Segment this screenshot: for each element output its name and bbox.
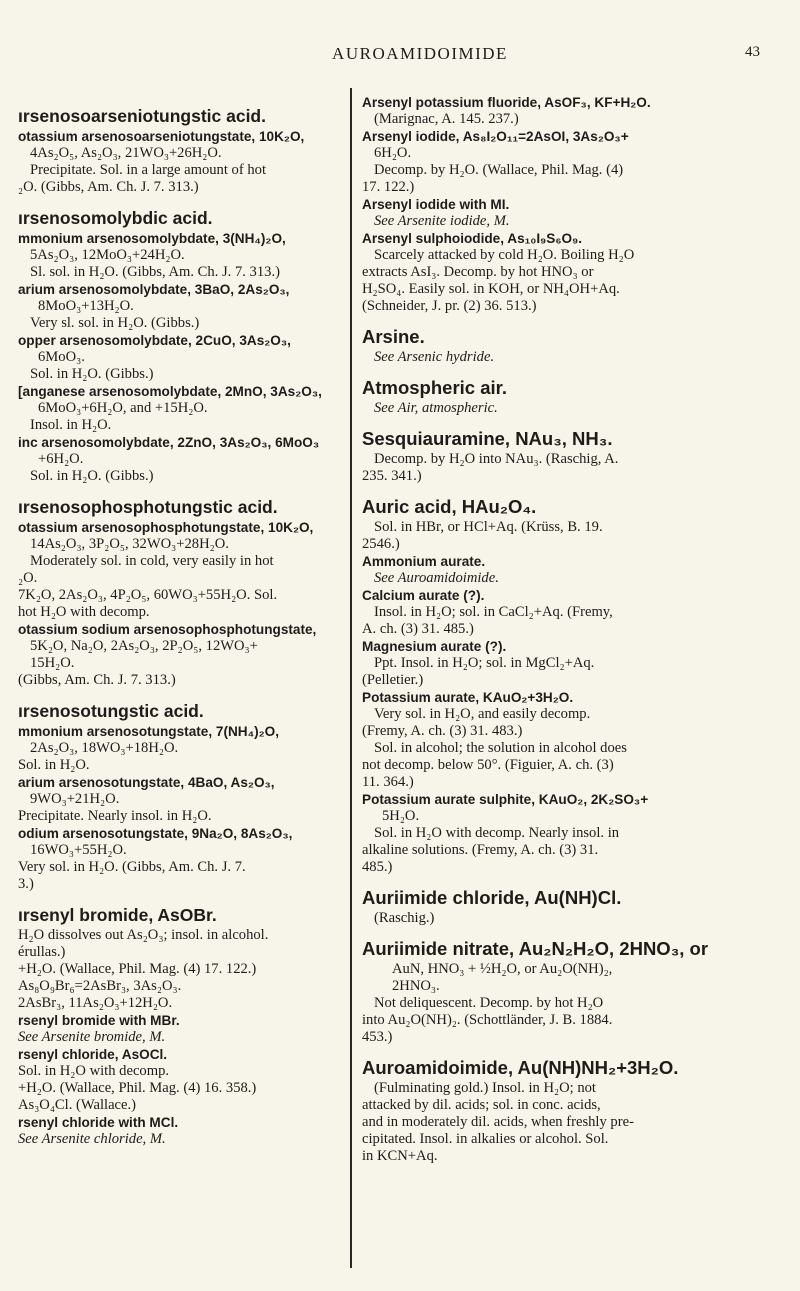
entry-text: (Gibbs, Am. Ch. J. 7. 313.) — [18, 672, 176, 688]
subentry-heading: Potassium aurate, KAuO₂+3H₂O. — [362, 690, 574, 705]
entry-text: 485.) — [362, 859, 393, 875]
subentry-heading: Arsenyl sulphoiodide, As₁₀I₉S₆O₉. — [362, 231, 583, 246]
entry-text: hot H₂O with decomp. — [18, 604, 150, 620]
entry-text: 6MoO₃. — [38, 349, 85, 365]
entry-text: érullas.) — [18, 944, 66, 960]
entry-text: Sol. in H₂O with decomp. — [18, 1063, 170, 1079]
entry-text: +6H₂O. — [38, 451, 84, 467]
right-column — [362, 94, 782, 1165]
entry-text: 6H₂O. — [374, 145, 412, 161]
entry-text: 235. 341.) — [362, 468, 422, 484]
subentry-heading: Calcium aurate (?). — [362, 588, 485, 603]
cross-reference: See Arsenite chloride, M. — [18, 1131, 166, 1147]
entry-text: Precipitate. Nearly insol. in H₂O. — [18, 808, 212, 824]
subentry-heading: otassium arsenosophosphotungstate, 10K₂O, — [18, 520, 314, 535]
entry-text: (Marignac, A. 145. 237.) — [374, 111, 519, 127]
entry-text: 16WO₃+55H₂O. — [30, 842, 127, 858]
subentry-heading: mmonium arsenosotungstate, 7(NH₄)₂O, — [18, 724, 280, 739]
entry-text: Ppt. Insol. in H₂O; sol. in MgCl₂+Aq. — [374, 655, 595, 671]
subentry-heading: Potassium aurate sulphite, KAuO₂, 2K₂SO₃+ — [362, 792, 649, 807]
entry-text: 9WO₃+21H₂O. — [30, 791, 120, 807]
entry-text: 11. 364.) — [362, 774, 414, 790]
page-header — [0, 44, 800, 70]
entry-text: (Fremy, A. ch. (3) 31. 483.) — [362, 723, 523, 739]
subentry-heading: rsenyl bromide with MBr. — [18, 1013, 180, 1028]
entry-heading: ırsenosophosphotungstic acid. — [18, 497, 278, 517]
entry-text: Sol. in H₂O with decomp. Nearly insol. in — [374, 825, 620, 841]
subentry-heading: inc arsenosomolybdate, 2ZnO, 3As₂O₃, 6MoO₃ — [18, 435, 320, 450]
subentry-heading: Arsenyl iodide with MI. — [362, 197, 510, 212]
entry-text: 2As₂O₃, 18WO₃+18H₂O. — [30, 740, 179, 756]
entry-text: 8MoO₃+13H₂O. — [38, 298, 134, 314]
entry-text: 5As₂O₃, 12MoO₃+24H₂O. — [30, 247, 185, 263]
entry-heading: Arsine. — [362, 326, 425, 347]
subentry-heading: Arsenyl iodide, As₈I₂O₁₁=2AsOI, 3As₂O₃+ — [362, 129, 629, 144]
entry-text: As₃O₄Cl. (Wallace.) — [18, 1097, 137, 1113]
entry-text: 2546.) — [362, 536, 400, 552]
subentry-heading: arium arsenosotungstate, 4BaO, As₂O₃, — [18, 775, 275, 790]
entry-heading: ırsenyl bromide, AsOBr. — [18, 905, 217, 925]
cross-reference: See Arsenic hydride. — [374, 349, 495, 365]
cross-reference: See Auroamidoimide. — [374, 570, 499, 586]
entry-text: Sol. in H₂O. (Gibbs.) — [30, 366, 154, 382]
entry-text: extracts AsI₃. Decomp. by hot HNO₃ or — [362, 264, 594, 280]
entry-heading: Auriimide nitrate, Au₂N₂H₂O, 2HNO₃, or — [362, 938, 709, 959]
running-title: AUROAMIDOIMIDE — [332, 44, 508, 63]
cross-reference: See Arsenite iodide, M. — [374, 213, 510, 229]
entry-text: Insol. in H₂O. — [30, 417, 112, 433]
entry-text: 6MoO₃+6H₂O, and +15H₂O. — [38, 400, 208, 416]
subentry-heading: opper arsenosomolybdate, 2CuO, 3As₂O₃, — [18, 333, 291, 348]
entry-text: H₂SO₄. Easily sol. in KOH, or NH₄OH+Aq. — [362, 281, 620, 297]
entry-text: (Fulminating gold.) Insol. in H₂O; not — [374, 1080, 596, 1096]
entry-text: 2HNO₃. — [392, 978, 440, 994]
entry-text: Insol. in H₂O; sol. in CaCl₂+Aq. (Fremy, — [374, 604, 613, 620]
entry-text: ₂O. — [18, 570, 38, 586]
entry-text: Decomp. by H₂O. (Wallace, Phil. Mag. (4) — [374, 162, 624, 178]
entry-text: Precipitate. Sol. in a large amount of hot — [30, 162, 267, 178]
entry-text: not decomp. below 50°. (Figuier, A. ch. (3) — [362, 757, 614, 773]
entry-text: and in moderately dil. acids, when freshly pre- — [362, 1114, 634, 1130]
entry-heading: ırsenosotungstic acid. — [18, 701, 204, 721]
subentry-heading: Magnesium aurate (?). — [362, 639, 507, 654]
entry-text: 7K₂O, 2As₂O₃, 4P₂O₅, 60WO₃+55H₂O. Sol. — [18, 587, 278, 603]
subentry-heading: rsenyl chloride, AsOCl. — [18, 1047, 168, 1062]
entry-text: Sol. in H₂O. — [18, 757, 90, 773]
entry-text: cipitated. Insol. in alkalies or alcohol. Sol. — [362, 1131, 609, 1147]
entry-text: Very sol. in H₂O, and easily decomp. — [374, 706, 591, 722]
entry-text: Not deliquescent. Decomp. by hot H₂O — [374, 995, 604, 1011]
entry-text: into Au₂O(NH)₂. (Schottländer, J. B. 1884. — [362, 1012, 613, 1028]
entry-heading: Auric acid, HAu₂O₄. — [362, 496, 537, 517]
entry-text: Moderately sol. in cold, very easily in hot — [30, 553, 274, 569]
entry-text: 3.) — [18, 876, 34, 892]
subentry-heading: odium arsenosotungstate, 9Na₂O, 8As₂O₃, — [18, 826, 293, 841]
entry-text: ₂O. (Gibbs, Am. Ch. J. 7. 313.) — [18, 179, 199, 195]
entry-text: 15H₂O. — [30, 655, 75, 671]
entry-text: 17. 122.) — [362, 179, 415, 195]
subentry-heading: otassium sodium arsenosophosphotungstate, — [18, 622, 317, 637]
subentry-heading: arium arsenosomolybdate, 3BaO, 2As₂O₃, — [18, 282, 290, 297]
entry-heading: Atmospheric air. — [362, 377, 507, 398]
cross-reference: See Arsenite bromide, M. — [18, 1029, 166, 1045]
entry-text: (Pelletier.) — [362, 672, 424, 688]
subentry-heading: mmonium arsenosomolybdate, 3(NH₄)₂O, — [18, 231, 286, 246]
entry-text: alkaline solutions. (Fremy, A. ch. (3) 31. — [362, 842, 599, 858]
subentry-heading: [anganese arsenosomolybdate, 2MnO, 3As₂O₃, — [18, 384, 322, 399]
subentry-heading: Ammonium aurate. — [362, 554, 486, 569]
entry-text: Very sl. sol. in H₂O. (Gibbs.) — [30, 315, 200, 331]
entry-text: 5K₂O, Na₂O, 2As₂O₃, 2P₂O₅, 12WO₃+ — [30, 638, 258, 654]
left-column — [18, 94, 338, 1148]
column-divider — [350, 88, 352, 1268]
entry-heading: Sesquiauramine, NAu₃, NH₃. — [362, 428, 613, 449]
subentry-heading: rsenyl chloride with MCl. — [18, 1115, 179, 1130]
entry-text: 5H₂O. — [382, 808, 420, 824]
entry-text: (Schneider, J. pr. (2) 36. 513.) — [362, 298, 537, 314]
entry-text: +H₂O. (Wallace, Phil. Mag. (4) 16. 358.) — [18, 1080, 257, 1096]
entry-text: +H₂O. (Wallace, Phil. Mag. (4) 17. 122.) — [18, 961, 257, 977]
entry-text: in KCN+Aq. — [362, 1148, 438, 1164]
entry-text: 2AsBr₃, 11As₂O₃+12H₂O. — [18, 995, 173, 1011]
entry-text: A. ch. (3) 31. 485.) — [362, 621, 474, 637]
entry-text: Sol. in HBr, or HCl+Aq. (Krüss, B. 19. — [374, 519, 603, 535]
entry-text: Sol. in H₂O. (Gibbs.) — [30, 468, 154, 484]
entry-text: Scarcely attacked by cold H₂O. Boiling H₂O — [374, 247, 635, 263]
entry-text: H₂O dissolves out As₂O₃; insol. in alcohol. — [18, 927, 269, 943]
entry-text: 14As₂O₃, 3P₂O₅, 32WO₃+28H₂O. — [30, 536, 229, 552]
entry-text: Decomp. by H₂O into NAu₃. (Raschig, A. — [374, 451, 619, 467]
entry-text: AuN, HNO₃ + ½H₂O, or Au₂O(NH)₂, — [392, 961, 613, 977]
entry-heading: Auroamidoimide, Au(NH)NH₂+3H₂O. — [362, 1057, 679, 1078]
entry-text: (Raschig.) — [374, 910, 435, 926]
subentry-heading: Arsenyl potassium fluoride, AsOF₃, KF+H₂O. — [362, 95, 651, 110]
entry-text: 4As₂O₅, As₂O₃, 21WO₃+26H₂O. — [30, 145, 222, 161]
entry-heading: ırsenosoarseniotungstic acid. — [18, 106, 266, 126]
entry-text: attacked by dil. acids; sol. in conc. acids, — [362, 1097, 601, 1113]
entry-text: Sl. sol. in H₂O. (Gibbs, Am. Ch. J. 7. 313.) — [30, 264, 280, 280]
entry-text: Very sol. in H₂O. (Gibbs, Am. Ch. J. 7. — [18, 859, 246, 875]
entry-heading: ırsenosomolybdic acid. — [18, 208, 213, 228]
entry-text: Sol. in alcohol; the solution in alcohol does — [374, 740, 627, 756]
subentry-heading: otassium arsenosoarseniotungstate, 10K₂O, — [18, 129, 305, 144]
entry-text: As₈O₉Br₆=2AsBr₃, 3As₂O₃. — [18, 978, 182, 994]
entry-heading: Auriimide chloride, Au(NH)Cl. — [362, 887, 622, 908]
entry-text: 453.) — [362, 1029, 393, 1045]
page-number: 43 — [745, 44, 760, 60]
cross-reference: See Air, atmospheric. — [374, 400, 498, 416]
